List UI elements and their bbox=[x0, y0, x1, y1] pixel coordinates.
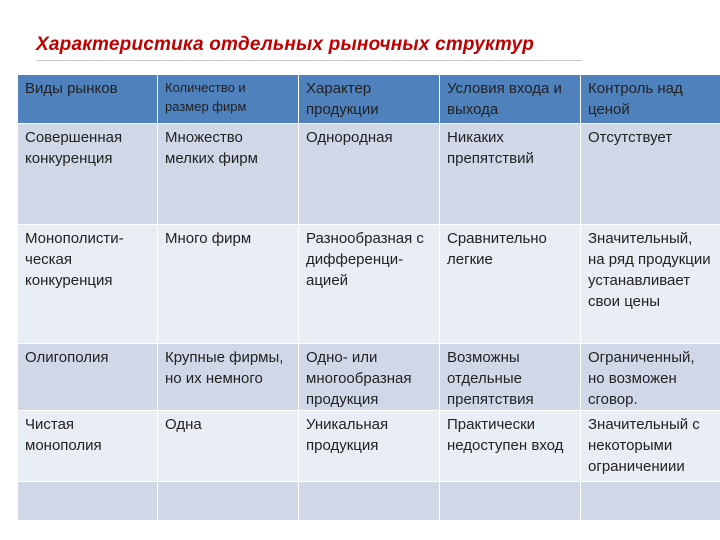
table-cell: Монополисти-ческая конкуренция bbox=[18, 225, 158, 344]
table-cell: Уникальная продукция bbox=[299, 411, 440, 482]
table-cell: Одно- или многообразная продукция bbox=[299, 344, 440, 411]
table-cell bbox=[581, 482, 720, 521]
table-cell: Чистая монополия bbox=[18, 411, 158, 482]
table-cell: Значительный, на ряд продукции устанавливает свои цены bbox=[581, 225, 720, 344]
table-cell: Возможны отдельные препятствия bbox=[440, 344, 581, 411]
table-cell: Совершенная конкуренция bbox=[18, 124, 158, 225]
table-cell: Отсутствует bbox=[581, 124, 720, 225]
table-row bbox=[18, 225, 720, 344]
header-product-type: Характер продукции bbox=[299, 75, 440, 124]
table-cell: Множество мелких фирм bbox=[158, 124, 299, 225]
header-firm-count: Количество и размер фирм bbox=[158, 75, 299, 124]
table-row bbox=[18, 411, 720, 482]
header-row bbox=[18, 75, 720, 124]
page-title: Характеристика отдельных рыночных структур bbox=[36, 34, 535, 55]
header-price-control: Контроль над ценой bbox=[581, 75, 720, 124]
table-cell bbox=[18, 482, 158, 521]
table-cell: Сравнительно легкие bbox=[440, 225, 581, 344]
table-cell bbox=[158, 482, 299, 521]
table-cell: Много фирм bbox=[158, 225, 299, 344]
table-cell: Одна bbox=[158, 411, 299, 482]
table-cell: Ограниченный, но возможен сговор. bbox=[581, 344, 720, 411]
table-cell: Крупные фирмы, но их немного bbox=[158, 344, 299, 411]
table-cell: Никаких препятствий bbox=[440, 124, 581, 225]
header-entry-exit: Условия входа и выхода bbox=[440, 75, 581, 124]
table-row bbox=[18, 482, 720, 521]
table-cell: Олигополия bbox=[18, 344, 158, 411]
title-underline bbox=[36, 60, 582, 61]
market-structures-table bbox=[17, 74, 720, 521]
table-row bbox=[18, 344, 720, 411]
table-cell bbox=[440, 482, 581, 521]
table-cell bbox=[299, 482, 440, 521]
table-cell: Значительный с некоторыми ограничениии bbox=[581, 411, 720, 482]
table-cell: Однородная bbox=[299, 124, 440, 225]
table-row bbox=[18, 124, 720, 225]
table-cell: Практически недоступен вход bbox=[440, 411, 581, 482]
header-market-types: Виды рынков bbox=[18, 75, 158, 124]
table-cell: Разнообразная с дифференци-ацией bbox=[299, 225, 440, 344]
